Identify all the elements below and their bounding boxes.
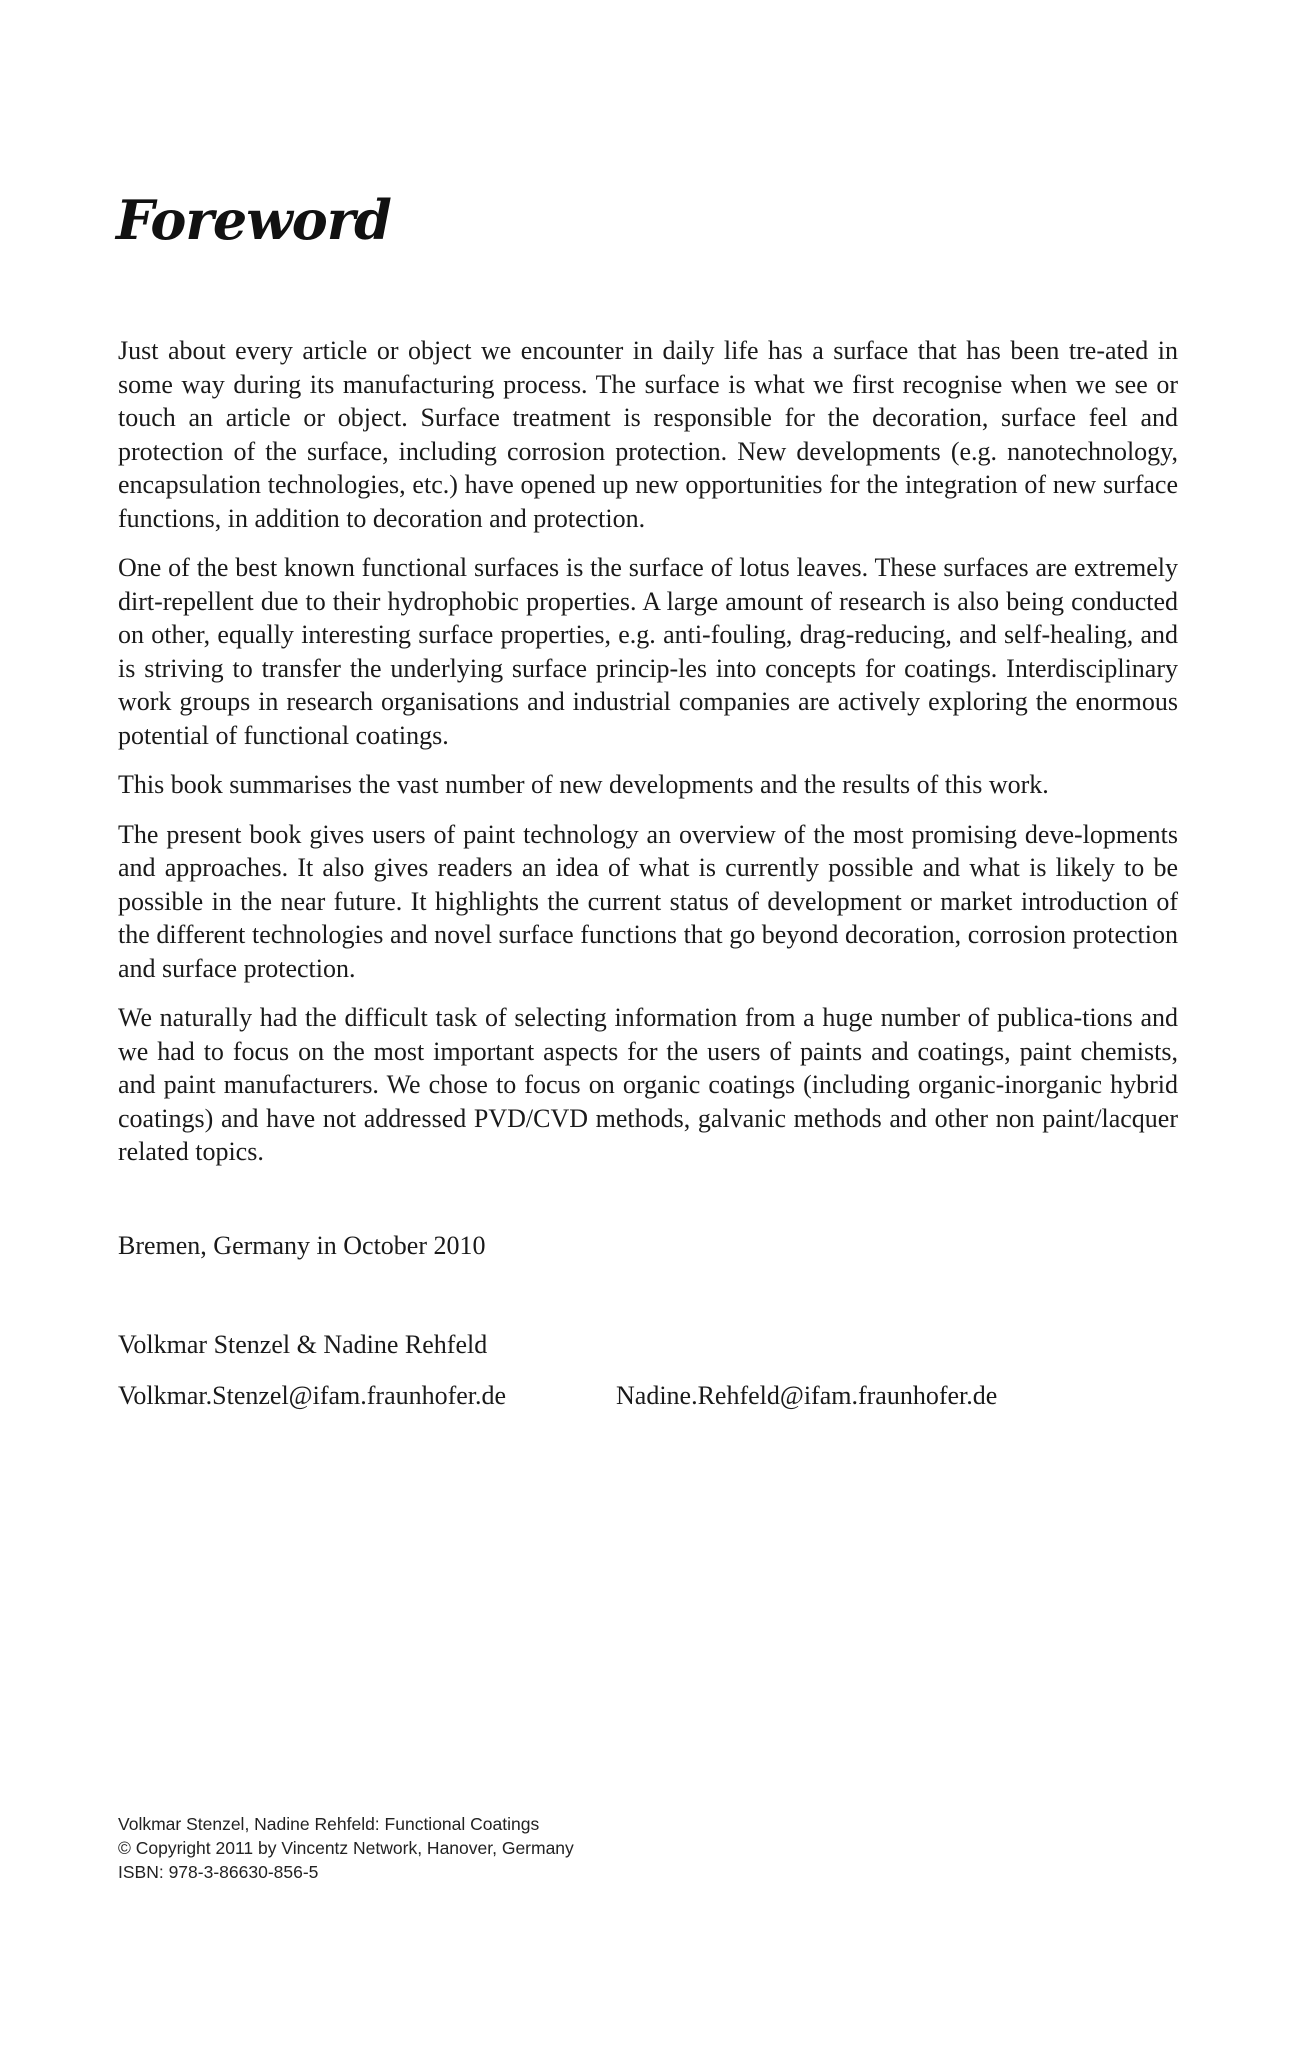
imprint-copyright: © Copyright 2011 by Vincentz Network, Hanover, Germany: [118, 1838, 574, 1858]
author-email-stenzel: Volkmar.Stenzel@ifam.fraunhofer.de: [118, 1381, 507, 1410]
paragraph: We naturally had the difficult task of selecting information from a huge number of publica-tions and we had to focus on the most important aspects for the users of paints and coatings, paint chemists, and paint manufacturers. We chose to focus on organic coatings (including organic-inorganic hybrid coatings) and have not addressed PVD/CVD methods, galvanic methods and other non paint/lacquer related topics.: [118, 1003, 1178, 1166]
paragraph: Just about every article or object we encounter in daily life has a surface that has been tre-ated in some way during its manufacturing process. The surface is what we first recognise when we see or touch an article or object. Surface treatment is responsible for the decoration, surface feel and protection of the surface, including corrosion protection. New developments (e.g. nanotechnology, encapsulation technologies, etc.) have opened up new opportunities for the integration of new surface functions, in addition to decoration and protection.: [118, 336, 1178, 533]
paragraph: This book summarises the vast number of new developments and the results of this work.: [118, 770, 1049, 799]
foreword-body: [118, 334, 1178, 1185]
imprint: [118, 1812, 574, 1884]
paragraph: The present book gives users of paint technology an overview of the most promising deve-lopments and approaches. It also gives readers an idea of what is currently possible and what is likely to be possible in the near future. It highlights the current status of development or market introduction of the different technologies and novel surface functions that go beyond decoration, corrosion protection and surface protection.: [118, 819, 1178, 983]
page-title: Foreword: [116, 188, 391, 252]
author-email-rehfeld: Nadine.Rehfeld@ifam.fraunhofer.de: [616, 1381, 998, 1410]
imprint-book-title: Volkmar Stenzel, Nadine Rehfeld: Functional Coatings: [118, 1814, 540, 1834]
imprint-isbn: ISBN: 978-3-86630-856-5: [118, 1862, 319, 1882]
author-names: Volkmar Stenzel & Nadine Rehfeld: [118, 1330, 488, 1359]
place-and-date: Bremen, Germany in October 2010: [118, 1231, 486, 1260]
paragraph: One of the best known functional surfaces is the surface of lotus leaves. These surfaces are extremely dirt-repellent due to their hydrophobic properties. A large amount of research is also being conducted on other, equally interesting surface properties, e.g. anti-fouling, drag-reducing, and self-healing, and is striving to transfer the underlying surface princip-les into concepts for coatings. Interdisciplinary work groups in research organisations and industrial companies are actively exploring the enormous potential of functional coatings.: [118, 553, 1178, 750]
